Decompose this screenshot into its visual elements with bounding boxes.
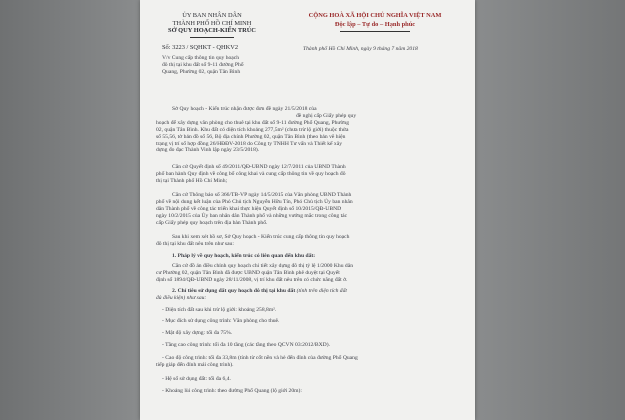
subject-block (162, 55, 282, 76)
text-line: trạng vị trí số hợp đồng 26/HĐĐV-2018 do Công ty TNHH Tư vấn và Thiết kế xây (156, 140, 343, 147)
agency-line-2: THÀNH PHỐ HỒ CHÍ MINH (172, 19, 252, 27)
intro-paragraph (156, 106, 462, 154)
section-1-body (156, 263, 462, 284)
agency-block (152, 12, 272, 35)
text-line: dựng đo đạc Thành Vinh lập ngày 23/5/2018). (156, 147, 260, 154)
section-2-heading (172, 288, 347, 295)
text-line: Sau khi xem xét hồ sơ, Sở Quy hoạch - Kiến trúc cung cấp thông tin quy hoạch (172, 234, 350, 240)
text-line: hoạch để xây dựng văn phòng cho thuê tại khu đất số 9-11 đường Phổ Quang, Phường (156, 119, 350, 126)
subject-line: đô thị tại khu đất số 9-11 đường Phổ (162, 61, 244, 68)
spec-item: - Diện tích đất sau khi trừ lộ giới: khoảng 258,8m². (162, 307, 277, 313)
text-line: ngày 10/2/2015 của Ủy ban nhân dân Thành phố và những vướng mắc trong công tác (156, 212, 348, 219)
text-line: phố ban hành Quy định về công bố công khai và cung cấp thông tin về quy hoạch đô (156, 170, 346, 177)
text-line: đô thị tại khu đất nêu trên như sau: (156, 240, 234, 247)
text-line: Căn cứ Thông báo số 366/TB-VP ngày 14/5/2015 của Văn phòng UBND Thành (172, 192, 352, 198)
text-line: phố về nội dung kết luận của Phó Chủ tịch Nguyễn Hữu Tín, Phó Chủ tịch Ủy ban nhân (156, 198, 353, 205)
text-line: định số 1894/QĐ-UBND ngày 28/11/2008, vị trí khu đất nêu trên có chức năng đất ở. (156, 276, 348, 283)
legal-basis-1 (156, 164, 462, 185)
national-motto: Độc lập – Tự do – Hạnh phúc (334, 21, 416, 28)
national-underline (340, 31, 410, 32)
spec-item: - Hệ số sử dụng đất: tối đa 6,4. (162, 376, 231, 382)
spec-item: - Tầng cao công trình: tối đa 10 tầng (các tầng theo QCVN 03:2012/BXD). (162, 342, 330, 348)
spec-item-continued: tiếp giáp đến đỉnh mái công trình). (156, 362, 234, 368)
document-page (140, 0, 475, 420)
text-line: thị tại Thành phố Hồ Chí Minh; (156, 177, 228, 184)
section-2-note: (tính trên diện tích đất (296, 288, 347, 294)
section-2-note-continued: đủ điều kiện) như sau: (156, 295, 207, 301)
text-line: số 55,56, tờ bản đồ số 56, Bộ địa chính Phường 02, quận Tân Bình (theo bản vẽ hiện (156, 133, 346, 140)
agency-line-3: SỞ QUY HOẠCH-KIẾN TRÚC (168, 27, 256, 35)
review-paragraph (156, 234, 462, 248)
subject-line: V/v Cung cấp thông tin quy hoạch (162, 55, 240, 61)
national-title: CỘNG HOÀ XÃ HỘI CHỦ NGHĨA VIỆT NAM (308, 12, 442, 19)
spec-item: - Mật độ xây dựng: tối đa 75%. (162, 330, 233, 336)
section-1-title: 1. Pháp lý về quy hoạch, kiến trúc có liên quan đến khu đất: (172, 253, 316, 259)
legal-basis-2 (156, 192, 462, 227)
text-line: Căn cứ Quyết định số 49/2011/QĐ-UBND ngày 12/7/2011 của UBND Thành (172, 164, 346, 170)
text-line: Căn cứ đồ án điều chỉnh quy hoạch chi tiết xây dựng đô thị tỷ lệ 1/2000 Khu dân (172, 263, 353, 269)
text-line: cư Phường 02, quận Tân Bình đã được UBND quận Tân Bình phê duyệt tại Quyết (156, 269, 340, 276)
place-date: Thành phố Hồ Chí Minh, ngày 9 tháng 7 năm 2018 (303, 46, 418, 52)
text-line: 02, quận Tân Bình. Khu đất có diện tích khoảng 277,5m² (chưa trừ lộ giới) thuộc thửa (156, 126, 349, 133)
spec-item: - Khoảng lùi công trình: theo đường Phổ Quang (lộ giới 20m): (162, 388, 302, 394)
text-line: đề nghị cấp Giấy phép quy (296, 112, 357, 119)
agency-line-1: ỦY BAN NHÂN DÂN (182, 12, 242, 19)
text-line: cấp Giấy phép quy hoạch trên địa bàn Thành phố. (156, 219, 268, 226)
agency-underline (190, 37, 234, 38)
background-right (475, 0, 625, 420)
text-line: dân Thành phố về công tác triển khai thực hiện Quyết định số 10/2015/QĐ-UBND (156, 205, 342, 212)
text-line: Sở Quy hoạch - Kiến trúc nhận được đơn đề ngày 21/5/2018 của (172, 106, 317, 112)
spec-item: - Mục đích sử dụng công trình: Văn phòng cho thuê. (162, 318, 280, 324)
subject-line: Quang, Phường 02, quận Tân Bình (162, 68, 241, 75)
document-number: Số: 3223 / SQHKT - QHKV2 (162, 44, 239, 51)
background-left (0, 0, 140, 420)
section-2-title: 2. Chỉ tiêu sử dụng đất quy hoạch đô thị tại khu đất (172, 288, 296, 294)
spec-item: - Cao độ công trình: tối đa 33,8m (tính từ cốt nền và hè đến đỉnh của đường Phổ Quang (162, 355, 358, 361)
